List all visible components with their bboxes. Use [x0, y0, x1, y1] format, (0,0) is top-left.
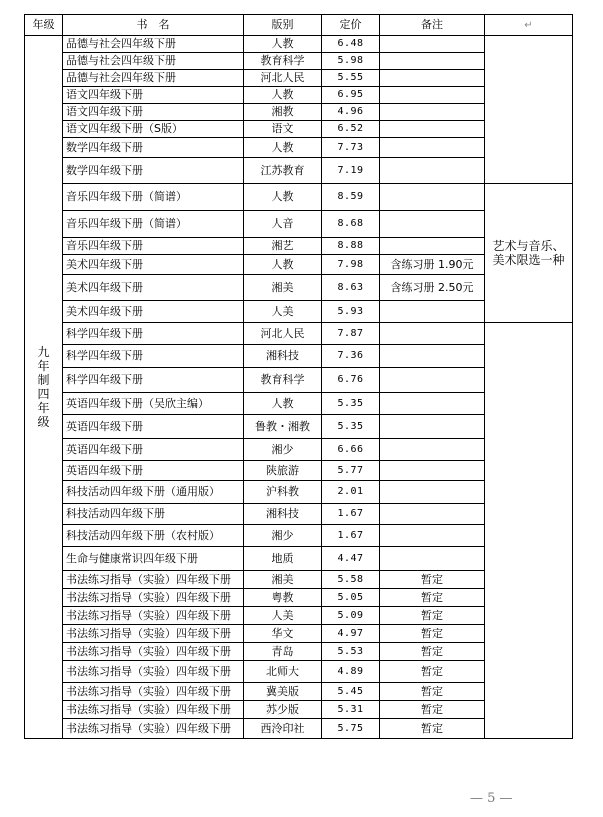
price-cell: 5.31	[322, 701, 380, 719]
note-cell	[380, 211, 485, 238]
grade-char: 九	[37, 345, 50, 359]
price-cell: 6.52	[322, 121, 380, 138]
price-cell: 7.36	[322, 345, 380, 368]
book-name-cell: 英语四年级下册	[63, 415, 244, 439]
edition-cell: 湘科技	[244, 345, 322, 368]
price-cell: 5.75	[322, 719, 380, 739]
note-cell	[380, 415, 485, 439]
note-cell: 暂定	[380, 701, 485, 719]
note-cell	[380, 121, 485, 138]
extra-cell-other	[485, 323, 573, 739]
price-cell: 5.93	[322, 301, 380, 323]
book-name-cell: 英语四年级下册	[63, 461, 244, 481]
book-name-cell: 书法练习指导（实验）四年级下册	[63, 571, 244, 589]
book-name-cell: 音乐四年级下册（简谱）	[63, 184, 244, 211]
note-cell	[380, 53, 485, 70]
edition-cell: 人教	[244, 87, 322, 104]
edition-cell: 湘少	[244, 525, 322, 547]
note-cell	[380, 323, 485, 345]
price-cell: 8.68	[322, 211, 380, 238]
edition-cell: 河北人民	[244, 70, 322, 87]
price-cell: 1.67	[322, 504, 380, 525]
edition-cell: 人教	[244, 255, 322, 275]
price-cell: 6.95	[322, 87, 380, 104]
grade-char: 年	[37, 401, 50, 415]
book-name-cell: 生命与健康常识四年级下册	[63, 547, 244, 571]
book-name-cell: 科技活动四年级下册（农村版）	[63, 525, 244, 547]
price-cell: 4.47	[322, 547, 380, 571]
note-cell: 暂定	[380, 625, 485, 643]
header-note: 备注	[380, 15, 485, 36]
textbook-table	[24, 14, 573, 739]
price-cell: 4.89	[322, 661, 380, 683]
price-cell: 4.96	[322, 104, 380, 121]
price-cell: 2.01	[322, 481, 380, 504]
note-cell	[380, 301, 485, 323]
book-name-cell: 科学四年级下册	[63, 323, 244, 345]
book-name-cell: 语文四年级下册	[63, 87, 244, 104]
edition-cell: 沪科教	[244, 481, 322, 504]
edition-cell: 人教	[244, 36, 322, 53]
edition-cell: 人教	[244, 138, 322, 158]
book-name-cell: 书法练习指导（实验）四年级下册	[63, 607, 244, 625]
note-cell	[380, 87, 485, 104]
book-name-cell: 品德与社会四年级下册	[63, 53, 244, 70]
book-name-cell: 美术四年级下册	[63, 275, 244, 301]
grade-char: 制	[37, 373, 50, 387]
edition-cell: 湘美	[244, 275, 322, 301]
edition-cell: 湘科技	[244, 504, 322, 525]
price-cell: 5.35	[322, 415, 380, 439]
header-edition: 版别	[244, 15, 322, 36]
note-cell	[380, 184, 485, 211]
grade-cell	[25, 36, 63, 739]
edition-cell: 教育科学	[244, 368, 322, 393]
book-name-cell: 书法练习指导（实验）四年级下册	[63, 683, 244, 701]
note-cell	[380, 439, 485, 461]
note-cell	[380, 481, 485, 504]
edition-cell: 陕旅游	[244, 461, 322, 481]
edition-cell: 西泠印社	[244, 719, 322, 739]
note-cell	[380, 70, 485, 87]
note-cell	[380, 547, 485, 571]
price-cell: 6.76	[322, 368, 380, 393]
note-cell: 暂定	[380, 643, 485, 661]
book-name-cell: 音乐四年级下册	[63, 238, 244, 255]
note-cell	[380, 238, 485, 255]
header-name: 书 名	[63, 15, 244, 36]
table-body	[25, 36, 573, 739]
price-cell: 1.67	[322, 525, 380, 547]
price-cell: 5.98	[322, 53, 380, 70]
edition-cell: 湘艺	[244, 238, 322, 255]
book-name-cell: 科技活动四年级下册	[63, 504, 244, 525]
edition-cell: 语文	[244, 121, 322, 138]
price-cell: 8.59	[322, 184, 380, 211]
book-name-cell: 书法练习指导（实验）四年级下册	[63, 589, 244, 607]
grade-char: 年	[37, 359, 50, 373]
book-name-cell: 英语四年级下册（吴欣主编）	[63, 393, 244, 415]
edition-cell: 冀美版	[244, 683, 322, 701]
edition-cell: 鲁教・湘教	[244, 415, 322, 439]
note-cell: 含练习册 1.90元	[380, 255, 485, 275]
header-grade: 年级	[25, 15, 63, 36]
note-cell: 暂定	[380, 661, 485, 683]
edition-cell: 苏少版	[244, 701, 322, 719]
table-row	[25, 323, 573, 345]
edition-cell: 湘美	[244, 571, 322, 589]
note-cell	[380, 393, 485, 415]
book-name-cell: 美术四年级下册	[63, 301, 244, 323]
note-cell: 含练习册 2.50元	[380, 275, 485, 301]
price-cell: 7.98	[322, 255, 380, 275]
price-cell: 8.88	[322, 238, 380, 255]
price-cell: 5.35	[322, 393, 380, 415]
book-name-cell: 数学四年级下册	[63, 158, 244, 184]
note-cell: 暂定	[380, 719, 485, 739]
note-cell: 暂定	[380, 589, 485, 607]
book-name-cell: 语文四年级下册（S版）	[63, 121, 244, 138]
edition-cell: 人教	[244, 393, 322, 415]
edition-cell: 地质	[244, 547, 322, 571]
edition-cell: 青岛	[244, 643, 322, 661]
price-cell: 5.77	[322, 461, 380, 481]
edition-cell: 人音	[244, 211, 322, 238]
book-name-cell: 书法练习指导（实验）四年级下册	[63, 661, 244, 683]
book-name-cell: 英语四年级下册	[63, 439, 244, 461]
price-cell: 5.53	[322, 643, 380, 661]
price-cell: 5.05	[322, 589, 380, 607]
book-name-cell: 书法练习指导（实验）四年级下册	[63, 701, 244, 719]
grade-char: 级	[37, 415, 50, 429]
edition-cell: 人教	[244, 184, 322, 211]
note-cell	[380, 158, 485, 184]
edition-cell: 人美	[244, 607, 322, 625]
edition-cell: 华文	[244, 625, 322, 643]
table-header-row	[25, 15, 573, 36]
price-cell: 5.45	[322, 683, 380, 701]
extra-cell-moral	[485, 36, 573, 184]
table-row	[25, 36, 573, 53]
book-name-cell: 科学四年级下册	[63, 368, 244, 393]
header-price: 定价	[322, 15, 380, 36]
grade-char: 四	[37, 387, 50, 401]
book-name-cell: 美术四年级下册	[63, 255, 244, 275]
arts-choice-note: 艺术与音乐、美术限选一种	[485, 184, 573, 323]
book-name-cell: 数学四年级下册	[63, 138, 244, 158]
book-name-cell: 书法练习指导（实验）四年级下册	[63, 625, 244, 643]
price-cell: 7.19	[322, 158, 380, 184]
price-cell: 5.58	[322, 571, 380, 589]
price-cell: 6.66	[322, 439, 380, 461]
note-cell	[380, 461, 485, 481]
note-cell	[380, 138, 485, 158]
page-number: — 5 —	[470, 791, 513, 806]
note-cell: 暂定	[380, 607, 485, 625]
note-cell	[380, 104, 485, 121]
edition-cell: 北师大	[244, 661, 322, 683]
note-cell: 暂定	[380, 683, 485, 701]
price-cell: 7.73	[322, 138, 380, 158]
note-cell	[380, 345, 485, 368]
edition-cell: 江苏教育	[244, 158, 322, 184]
price-cell: 5.09	[322, 607, 380, 625]
price-cell: 4.97	[322, 625, 380, 643]
price-cell: 5.55	[322, 70, 380, 87]
note-cell	[380, 36, 485, 53]
book-name-cell: 品德与社会四年级下册	[63, 70, 244, 87]
edition-cell: 教育科学	[244, 53, 322, 70]
book-name-cell: 科技活动四年级下册（通用版）	[63, 481, 244, 504]
book-name-cell: 书法练习指导（实验）四年级下册	[63, 643, 244, 661]
book-name-cell: 语文四年级下册	[63, 104, 244, 121]
note-cell	[380, 504, 485, 525]
note-cell: 暂定	[380, 571, 485, 589]
edition-cell: 湘教	[244, 104, 322, 121]
price-cell: 7.87	[322, 323, 380, 345]
book-name-cell: 书法练习指导（实验）四年级下册	[63, 719, 244, 739]
book-name-cell: 品德与社会四年级下册	[63, 36, 244, 53]
edition-cell: 人美	[244, 301, 322, 323]
edition-cell: 河北人民	[244, 323, 322, 345]
note-cell	[380, 525, 485, 547]
header-extra: ↵	[485, 15, 573, 36]
edition-cell: 湘少	[244, 439, 322, 461]
note-cell	[380, 368, 485, 393]
book-name-cell: 科学四年级下册	[63, 345, 244, 368]
table-row	[25, 184, 573, 211]
price-cell: 8.63	[322, 275, 380, 301]
book-name-cell: 音乐四年级下册（简谱）	[63, 211, 244, 238]
price-cell: 6.48	[322, 36, 380, 53]
edition-cell: 粤教	[244, 589, 322, 607]
